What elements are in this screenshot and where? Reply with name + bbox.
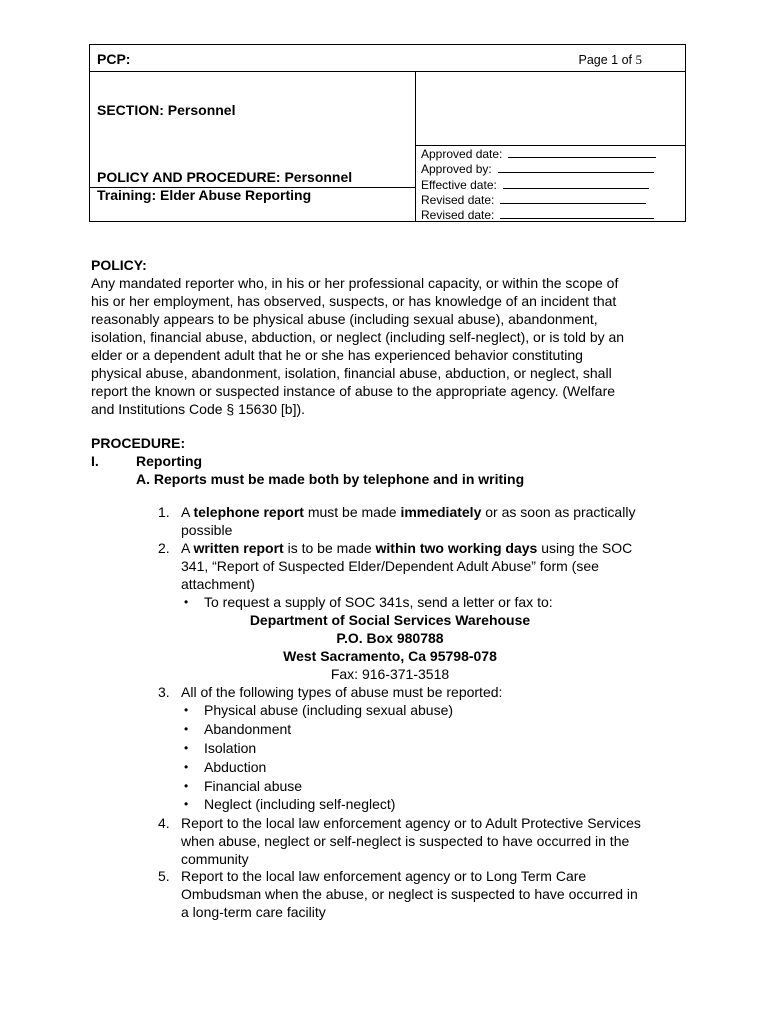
bullet-icon: • <box>184 722 189 736</box>
revised-date-blank-2 <box>500 208 654 219</box>
item-4-line-1: Report to the local law enforcement agency or to Adult Protective Services <box>181 815 641 831</box>
item-2-line-2: 341, “Report of Suspected Elder/Dependent Adult Abuse” form (see <box>181 558 599 574</box>
revised-date-label-2: Revised date: <box>421 208 495 223</box>
approved-date-blank <box>508 147 656 158</box>
item-4-line-2: when abuse, neglect or self-neglect is suspected to have occurred in the <box>181 833 630 849</box>
item-number: 2. <box>158 540 170 556</box>
policy-title-line-1: POLICY AND PROCEDURE: Personnel <box>97 169 353 185</box>
subsection-a: A. Reports must be made both by telephone and in writing <box>136 471 525 487</box>
approved-by-field <box>421 162 656 177</box>
bullet-icon: • <box>184 779 189 793</box>
approval-fields <box>421 147 656 223</box>
item-1-line-2: possible <box>181 522 233 538</box>
item-number: 3. <box>158 684 170 700</box>
revised-date-field-2 <box>421 208 656 223</box>
item-3-text: All of the following types of abuse must be reported: <box>181 684 503 700</box>
policy-line: Any mandated reporter who, in his or her professional capacity, or within the scope of <box>91 275 619 291</box>
page-number <box>579 52 643 68</box>
item-1-pre: A <box>181 504 194 520</box>
item-5-line-1: Report to the local law enforcement agency or to Long Term Care <box>181 868 587 884</box>
bullet-icon: • <box>184 595 189 609</box>
item-2-line-1 <box>181 539 632 557</box>
approved-date-field <box>421 147 656 162</box>
item-number: 4. <box>158 815 170 831</box>
item-1-mid: must be made <box>303 504 401 520</box>
policy-line: isolation, financial abuse, abduction, or neglect (including self-neglect), or is told by an <box>91 329 625 345</box>
revised-date-field-1 <box>421 193 656 208</box>
address-line-1: Department of Social Services Warehouse <box>249 612 531 628</box>
bullet-icon: • <box>184 760 189 774</box>
effective-date-blank <box>503 178 649 189</box>
abuse-type-item: Neglect (including self-neglect) <box>204 796 396 812</box>
roman-numeral: I. <box>91 453 99 469</box>
abuse-type-item: Abduction <box>204 759 267 775</box>
reporting-title: Reporting <box>136 453 203 469</box>
procedure-heading: PROCEDURE: <box>91 435 186 451</box>
page-total: 5 <box>635 52 642 67</box>
policy-line: and Institutions Code § 15630 [b]). <box>91 401 306 417</box>
address-line-3: West Sacramento, Ca 95798-078 <box>283 648 497 664</box>
policy-title <box>97 168 397 204</box>
item-1-bold-2: immediately <box>400 504 482 520</box>
item-number: 5. <box>158 868 170 884</box>
policy-heading: POLICY: <box>91 257 147 273</box>
item-2-pre: A <box>181 540 194 556</box>
item-4-line-3: community <box>181 851 249 867</box>
abuse-type-item: Financial abuse <box>204 778 303 794</box>
item-5-line-3: a long-term care facility <box>181 904 326 920</box>
abuse-type-item: Physical abuse (including sexual abuse) <box>204 702 454 718</box>
abuse-type-item: Isolation <box>204 740 257 756</box>
item-2-mid: is to be made <box>283 540 376 556</box>
policy-line: physical abuse, abandonment, isolation, financial abuse, abduction, or neglect, shall <box>91 365 612 381</box>
header-divider-vertical <box>415 71 416 221</box>
item-1-bold-1: telephone report <box>193 504 304 520</box>
header-divider-right <box>415 145 685 146</box>
section-title: SECTION: Personnel <box>97 102 236 118</box>
pcp-label: PCP: <box>97 51 131 67</box>
revised-date-blank-1 <box>500 193 646 204</box>
item-5-line-2: Ombudsman when the abuse, or neglect is suspected to have occurred in <box>181 886 638 902</box>
item-2-post: using the SOC <box>537 540 633 556</box>
address-line-2: P.O. Box 980788 <box>336 630 444 646</box>
policy-line: report the known or suspected instance of abuse to the appropriate agency. (Welfare <box>91 383 616 399</box>
policy-title-line-2: Training: Elder Abuse Reporting <box>97 187 312 203</box>
bullet-icon: • <box>184 703 189 717</box>
revised-date-label-1: Revised date: <box>421 192 495 207</box>
approved-by-blank <box>498 162 654 173</box>
bullet-icon: • <box>184 741 189 755</box>
item-2-bold-1: written report <box>193 540 284 556</box>
approved-date-label: Approved date: <box>421 147 503 161</box>
policy-line: reasonably appears to be physical abuse (including sexual abuse), abandonment, <box>91 311 598 327</box>
item-1-line-1 <box>181 503 635 521</box>
policy-line: his or her employment, has observed, suspects, or has knowledge of an incident that <box>91 293 617 309</box>
approved-by-label: Approved by: <box>421 162 492 177</box>
abuse-type-item: Abandonment <box>204 721 292 737</box>
fax-line: Fax: 916-371-3518 <box>330 666 450 682</box>
effective-date-field <box>421 178 656 193</box>
effective-date-label: Effective date: <box>421 177 497 192</box>
policy-line: elder or a dependent adult that he or she has experienced behavior constituting <box>91 347 583 363</box>
item-2-bold-2: within two working days <box>375 540 538 556</box>
bullet-icon: • <box>184 797 189 811</box>
item-number: 1. <box>158 504 170 520</box>
header-table <box>89 44 686 222</box>
item-2-line-3: attachment) <box>181 576 255 592</box>
item-1-post: or as soon as practically <box>481 504 636 520</box>
item-2-bullet-text: To request a supply of SOC 341s, send a letter or fax to: <box>204 594 553 610</box>
page-label: Page 1 of <box>578 53 633 67</box>
